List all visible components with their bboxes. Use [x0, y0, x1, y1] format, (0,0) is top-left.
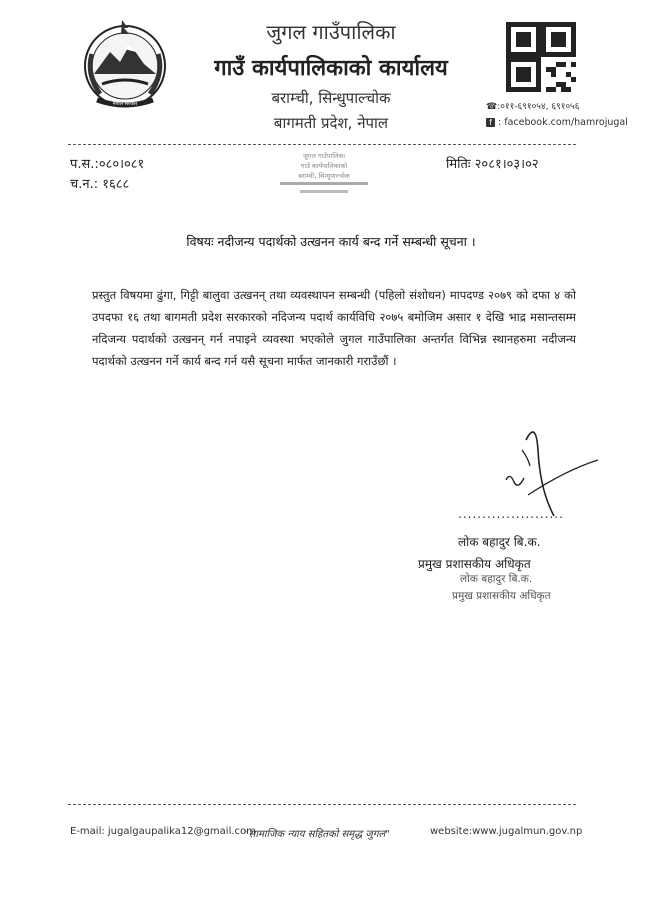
office-stamp-icon	[276, 144, 372, 208]
signature-line: ......................	[458, 507, 564, 521]
emblem-text: नेपाल सरकार	[112, 101, 138, 107]
office-name: गाउँ कार्यपालिकाको कार्यालय	[214, 56, 448, 81]
letter-number: प.स.:०८०।०८१	[70, 157, 145, 172]
facebook-icon: f	[486, 118, 495, 127]
dispatch-number: च.न.: १६८८	[70, 177, 130, 192]
stamp-line-3: बराम्ची, सिन्धुपाल्चोक	[298, 172, 350, 180]
facebook-text: : facebook.com/hamrojugal	[498, 117, 628, 128]
stamp-line-1: जुगल गाउँपालिका	[302, 152, 346, 160]
phone-number: ☎:०११-६९१०५४, ६९१०५६	[486, 102, 580, 112]
letter-date: मितिः २०८१।०३।०२	[446, 157, 539, 172]
subject-line: विषयः नदीजन्य पदार्थको उत्खनन कार्य बन्द गर्ने सम्बन्धी सूचना ।	[186, 234, 476, 249]
stamp-line-2: गाउँ कार्यपालिकाको	[300, 162, 348, 170]
footer-website[interactable]: website:www.jugalmun.gov.np	[430, 826, 583, 837]
signatory-name: लोक बहादुर बि.क.	[458, 535, 541, 549]
facebook-link[interactable]	[486, 117, 628, 128]
office-province: बागमती प्रदेश, नेपाल	[273, 114, 389, 132]
signatory-stamp-title: प्रमुख प्रशासकीय अधिकृत	[452, 590, 551, 602]
footer-email[interactable]: E-mail: jugalgaupalika12@gmail.com	[70, 826, 256, 837]
footer-divider	[68, 804, 576, 805]
footer-slogan: "सामाजिक न्याय सहितको समृद्ध जुगल"	[244, 829, 390, 840]
signatory-stamp-name: लोक बहादुर बि.क.	[460, 573, 533, 585]
notice-body: प्रस्तुत विषयमा ढुंगा, गिट्टी बालुवा उत्खनन् तथा व्यवस्थापन सम्बन्धी (पहिलो संशोधन) मापदण्ड २०७९ को दफा ४ को उपदफा १६ तथा बागमती प्रदेश सरकारको नदिजन्य पदार्थ कार्यविधि २०७५ बमोजिम असार १ देखि भाद्र मसान्तसम्म नदिजन्य पदार्थको उत्खनन् गर्न नपाइने व्यवस्था भएकोले जुगल गाउँपालिका अन्तर्गत विभिन्न स्थानहरुमा नदीजन्य पदार्थको उत्खनन गर्ने कार्य बन्द गर्न यसै सूचना मार्फत जानकारी गराउँछौं ।	[92, 288, 576, 368]
municipality-name: जुगल गाउँपालिका	[266, 20, 396, 44]
office-address: बराम्ची, सिन्धुपाल्चोक	[271, 89, 391, 107]
signature-icon	[466, 420, 606, 520]
qr-code-icon	[506, 22, 576, 92]
signatory-title: प्रमुख प्रशासकीय अधिकृत	[418, 557, 531, 571]
